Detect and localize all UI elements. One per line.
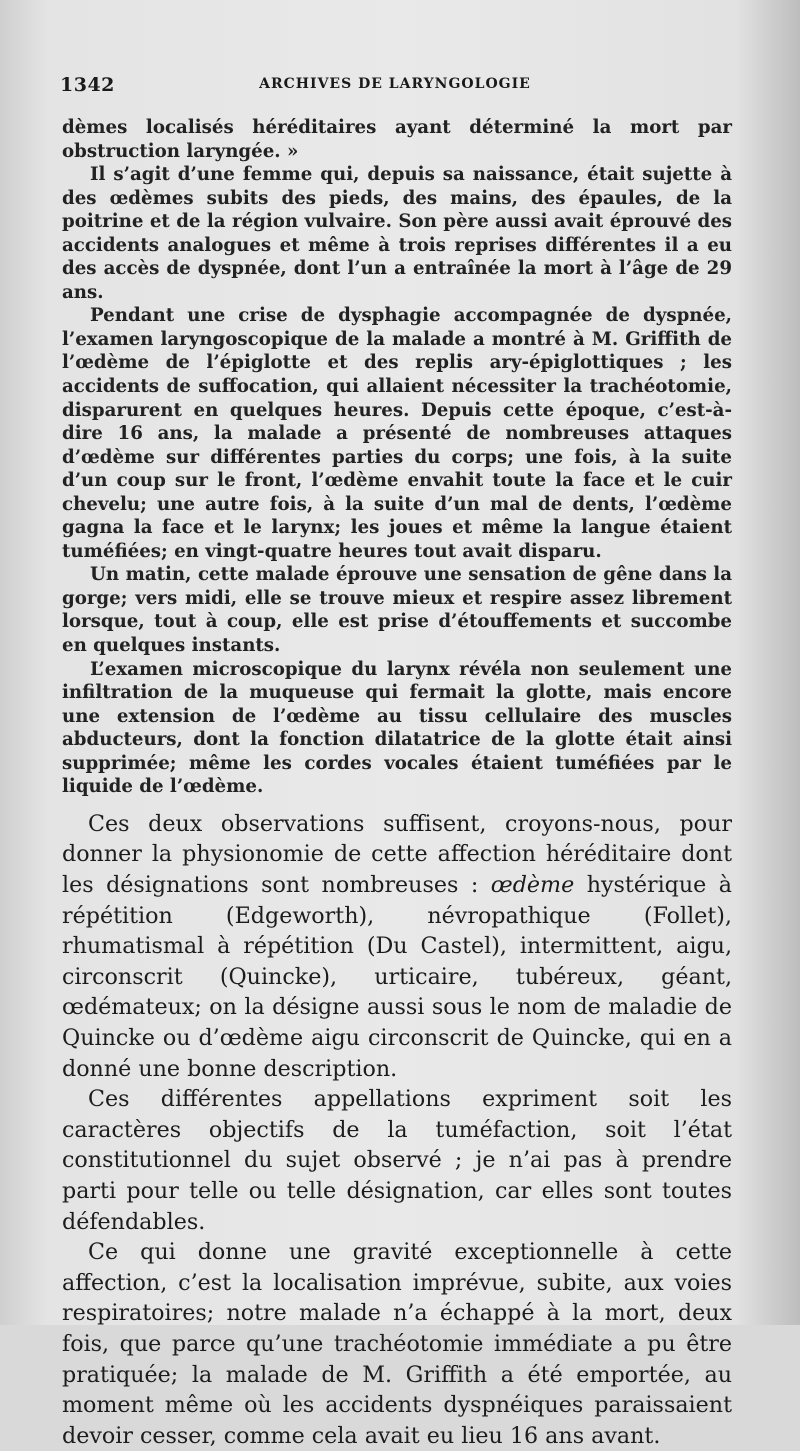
- paragraph-microscopy: L’examen microscopique du larynx révéla non seulement une infiltration de la muqueuse qui fermait la glotte, mais encore une extension de l’œdème au tissu cellulaire des muscles abducteurs, dont la fonction dilatatrice de la glotte était ainsi supprimée; même les cordes vocales étaient tuméfiées par le liquide de l’œdème.: [62, 658, 732, 798]
- page-header: [60, 74, 730, 96]
- paragraph-designations: [62, 809, 732, 1084]
- main-text: [62, 809, 732, 1451]
- running-title: ARCHIVES DE LARYNGOLOGIE: [259, 76, 531, 92]
- designations-text-end: hystérique à répétition (Edgeworth), névropathique (Follet), rhumatismal à répétition (Du Castel), intermittent, aigu, circonscrit (Quincke), urticaire, tubéreux, géant, œdémateux; on la désigne aussi sous le nom de maladie de Quincke ou d’œdème aigu circonscrit de Quincke, qui en a donné une bonne description.: [62, 872, 732, 1082]
- designations-text-start: Ces deux observations suffisent, croyons-nous, pour donner la physionomie de cette affection héréditaire dont les désignations sont nombreuses :: [62, 810, 732, 899]
- paragraph-gravity: Ce qui donne une gravité exceptionnelle à cette affection, c’est la localisation imprévue, subite, aux voies respiratoires; notre malade n’a échappé à la mort, deux fois, que parce qu’une trachéotomie immédiate a pu être pratiquée; la malade de M. Griffith a été emportée, au moment même où les accidents dyspnéiques paraissaient devoir cesser, comme cela avait eu lieu 16 ans avant.: [62, 1239, 732, 1449]
- paragraph-appellations: Ces différentes appellations expriment soit les caractères objectifs de la tuméfaction, soit l’état constitutionnel du sujet observé ; je n’ai pas à prendre parti pour telle ou telle désignation, car elles sont toutes défendables.: [62, 1086, 732, 1235]
- paragraph-laryngoscopy: Pendant une crise de dysphagie accompagnée de dyspnée, l’examen laryngoscopique de la malade a montré à M. Griffith de l’œdème de l’épiglotte et des replis ary-épiglottiques ; les accidents de suffocation, qui allaient nécessiter la trachéotomie, disparurent en quelques heures. Depuis cette époque, c’est-à-dire 16 ans, la malade a présenté de nombreuses attaques d’œdème sur différentes parties du corps; une fois, à la suite d’un coup sur le front, l’œdème envahit toute la face et le cuir chevelu; une autre fois, à la suite d’un mal de dents, l’œdème gagna la face et le larynx; les joues et même la langue étaient tuméfiées; en vingt-quatre heures tout avait disparu.: [62, 305, 732, 562]
- paragraph-case-history: Il s’agit d’une femme qui, depuis sa naissance, était sujette à des œdèmes subits des pieds, des mains, des épaules, de la poitrine et de la région vulvaire. Son père aussi avait éprouvé des accidents analogues et même à trois reprises différentes il a eu des accès de dyspnée, dont l’un a entraînée la mort à l’âge de 29 ans.: [62, 164, 732, 303]
- quoted-case-report: [62, 116, 732, 799]
- paragraph-continuation: dèmes localisés héréditaires ayant déterminé la mort par obstruction laryngée. »: [62, 117, 732, 162]
- page-body: [62, 116, 732, 1451]
- designations-italic-term: œdème: [490, 872, 575, 899]
- page-number: 1342: [60, 74, 115, 96]
- paragraph-death: Un matin, cette malade éprouve une sensation de gêne dans la gorge; vers midi, elle se trouve mieux et respire assez librement lorsque, tout à coup, elle est prise d’étouffements et succombe en quelques instants.: [62, 564, 732, 657]
